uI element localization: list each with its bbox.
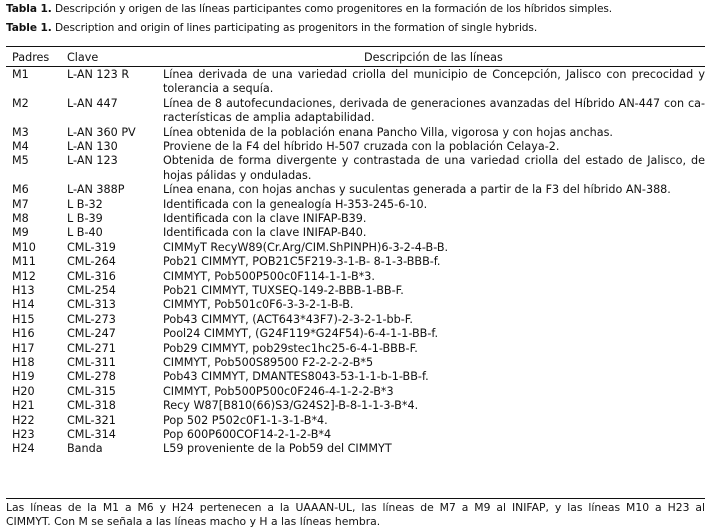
cell-descripcion [163,198,705,212]
descripcion-line: Identificada con la clave INIFAP-B40. [163,226,367,240]
cell-clave: CML-318 [67,399,116,413]
cell-padre: H16 [12,327,35,341]
cell-clave: CML-316 [67,269,116,283]
descripcion-line: Pob29 CIMMYT, pob29stec1hc25-6-4-1-BBB-F. [163,341,418,355]
descripcion-line: Línea obtenida de la población enana Pancho Villa, vigorosa y con hojas anchas. [163,125,613,139]
cell-clave: CML-264 [67,255,116,269]
caption-spanish-text: Descripción y origen de las líneas participantes como progenitores en la formación de los híbridos simples. [54,3,613,15]
cell-padre: M3 [12,125,29,139]
cell-clave: CML-247 [67,327,116,341]
descripcion-line: racterísticas de amplia adaptabilidad. [163,111,375,125]
cell-descripcion [163,154,705,183]
table-footnote [6,501,705,529]
cell-clave: CML-321 [67,413,116,427]
cell-descripcion [163,270,705,284]
descripcion-line: CIMMYT, Pob500S89500 F2-2-2-2-B*5 [163,356,374,369]
cell-clave: L B-39 [67,212,103,225]
cell-padre: H23 [12,428,35,441]
cell-padre: M6 [12,183,29,197]
cell-padre: M9 [12,226,29,240]
descripcion-line: Pop 502 P502c0F1-1-3-1-B*4. [163,413,328,427]
descripcion-line: Identificada con la genealogía H-353-245-6-10. [163,197,428,211]
cell-descripcion [163,370,705,384]
cell-clave: CML-271 [67,341,116,355]
cell-padre: M8 [12,212,29,225]
cell-padre: M10 [12,240,36,254]
cell-descripcion [163,442,705,456]
cell-padre: H17 [12,341,35,355]
descripcion-line: Obtenida de forma divergente y contrastada de una variedad criolla del estado de Jalisco, de [163,154,705,168]
cell-clave: Banda [67,442,103,456]
cell-padre: H15 [12,312,35,326]
cell-padre: M1 [12,68,29,81]
cell-descripcion [163,226,705,240]
descripcion-line: Línea enana, con hojas anchas y suculentas generada a partir de la F3 del híbrido AN-388. [163,183,671,197]
cell-descripcion [163,298,705,312]
cell-descripcion [163,414,705,428]
descripcion-line: hojas pálidas y onduladas. [163,168,312,182]
cell-descripcion [163,428,705,442]
cell-descripcion [163,385,705,399]
cell-padre: M2 [12,96,29,110]
descripcion-line: Pool24 CIMMYT, (G24F119*G24F54)-6-4-1-1-BB-f. [163,327,439,341]
descripcion-line: Identificada con la clave INIFAP-B39. [163,212,367,225]
cell-clave: CML-254 [67,284,116,297]
descripcion-line: tolerancia a sequía. [163,82,274,96]
descripcion-line: Pob21 CIMMYT, POB21C5F219-3-1-B- 8-1-3-BBB-f. [163,255,441,269]
caption-english-label: Table 1. [6,22,52,34]
cell-descripcion [163,183,705,197]
cell-clave: CML-314 [67,428,116,441]
table-header-rule [6,66,705,67]
cell-padre: H22 [12,413,35,427]
cell-clave: L-AN 447 [67,96,118,110]
cell-clave: L-AN 130 [67,140,118,153]
descripcion-line: CIMMYT, Pob500P500c0F246-4-1-2-2-B*3 [163,384,394,398]
footnote-line: Las líneas de la M1 a M6 y H24 pertenecen a la UAAAN-UL, las líneas de M7 a M9 al INIFAP, y las líneas M10 a H23 al [6,501,705,514]
cell-descripcion [163,126,705,140]
cell-clave: CML-278 [67,370,116,384]
cell-padre: H13 [12,284,35,297]
caption-english [6,22,537,34]
cell-clave: CML-315 [67,384,116,398]
descripcion-line: Pob43 CIMMYT, (ACT643*43F7)-2-3-2-1-bb-F. [163,312,413,326]
cell-padre: H18 [12,356,35,369]
cell-descripcion [163,399,705,413]
descripcion-line: Pop 600P600COF14-2-1-2-B*4 [163,428,332,441]
caption-english-text: Description and origin of lines participating as progenitors in the formation of single hybrids. [54,22,538,34]
descripcion-line: Línea derivada de una variedad criolla del municipio de Concepción, Jalisco con precocidad y [163,68,705,81]
cell-clave: CML-273 [67,312,116,326]
cell-descripcion [163,212,705,226]
cell-padre: M11 [12,255,36,269]
cell-padre: M4 [12,140,29,153]
descripcion-line: Pob43 CIMMYT, DMANTES8043-53-1-1-b-1-BB-f. [163,370,429,384]
descripcion-line: Proviene de la F4 del híbrido H-507 cruzada con la población Celaya-2. [163,140,560,153]
cell-clave: L-AN 123 [67,154,118,168]
cell-descripcion [163,68,705,97]
descripcion-line: Pob21 CIMMYT, TUXSEQ-149-2-BBB-1-BB-F. [163,284,404,297]
cell-padre: H19 [12,370,35,384]
cell-clave: CML-311 [67,356,116,369]
cell-clave: CML-313 [67,298,116,312]
cell-clave: CML-319 [67,240,116,254]
cell-clave: L-AN 388P [67,183,125,197]
cell-padre: M12 [12,269,36,283]
table-bottom-rule [6,498,705,499]
cell-descripcion [163,327,705,341]
table-top-rule [6,46,705,47]
descripcion-line: CIMMYT, Pob501c0F6-3-3-2-1-B-B. [163,298,354,312]
header-padres: Padres [12,51,50,64]
descripcion-line: Recy W87[B810(66)S3/G24S2]-B-8-1-1-3-B*4. [163,399,419,413]
caption-spanish-label: Tabla 1. [6,3,52,15]
header-clave: Clave [67,51,99,64]
cell-clave: L B-40 [67,226,103,240]
descripcion-line: CIMMyT RecyW89(Cr.Arg/CIM.ShPINPH)6-3-2-4-B-B. [163,240,449,254]
cell-descripcion [163,97,705,126]
cell-descripcion [163,241,705,255]
footnote-line: CIMMYT. Con M se señala a las líneas macho y H a las líneas hembra. [6,515,381,528]
cell-descripcion [163,342,705,356]
caption-spanish [6,3,612,15]
cell-clave: L-AN 360 PV [67,125,136,139]
cell-padre: H20 [12,384,35,398]
descripcion-line: CIMMYT, Pob500P500c0F114-1-1-B*3. [163,269,375,283]
cell-clave: L-AN 123 R [67,68,130,81]
cell-padre: H24 [12,442,35,456]
cell-padre: M5 [12,154,29,168]
cell-descripcion [163,284,705,298]
cell-padre: H14 [12,298,35,312]
cell-padre: H21 [12,399,35,413]
cell-padre: M7 [12,197,29,211]
cell-descripcion [163,356,705,370]
header-descripcion: Descripción de las líneas [364,51,503,64]
cell-clave: L B-32 [67,197,103,211]
cell-descripcion [163,255,705,269]
cell-descripcion [163,140,705,154]
descripcion-line: Línea de 8 autofecundaciones, derivada de generaciones avanzadas del Híbrido AN-447 con ca- [163,96,705,110]
descripcion-line: L59 proveniente de la Pob59 del CIMMYT [163,442,392,456]
cell-descripcion [163,313,705,327]
